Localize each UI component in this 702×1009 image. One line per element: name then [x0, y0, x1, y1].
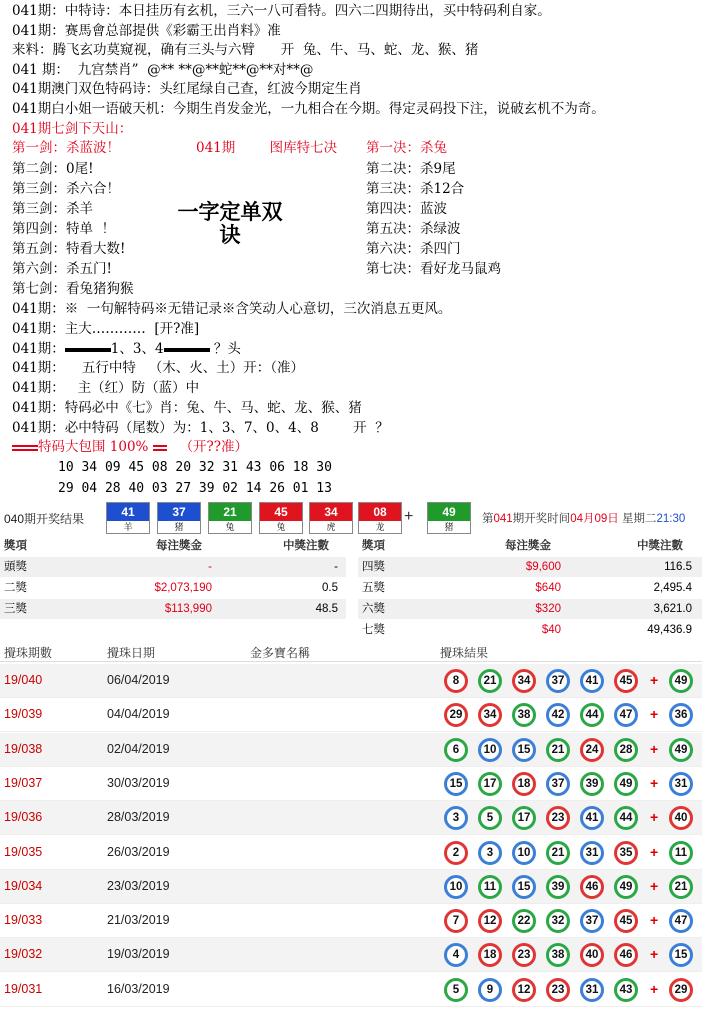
result-ball: 37 [546, 772, 570, 796]
result-ball: 15 [512, 875, 536, 899]
line-9-numbers: 1、3、4 [110, 341, 164, 357]
draw-result-bar [0, 500, 702, 536]
draw-ball-zodiac: 虎 [326, 522, 336, 532]
result-ball: 10 [512, 841, 536, 865]
result-ball: 17 [512, 806, 536, 830]
result-ball: 34 [478, 703, 502, 727]
draw-ball-zodiac: 龙 [375, 522, 385, 532]
draw-ball-zodiac: 羊 [123, 522, 133, 532]
prize-count: 116.5 [664, 561, 692, 573]
bao-label: 特码大包围 100% [38, 439, 149, 455]
plus-sign: + [650, 672, 659, 688]
sword-7: 第七剑：看兔猪狗猴 [12, 281, 134, 297]
plus-sign: + [650, 912, 659, 929]
draw-ball-number: 41 [107, 503, 149, 521]
plus-sign: + [650, 809, 659, 826]
result-ball: 46 [614, 943, 638, 967]
special-ball: 21 [669, 875, 693, 899]
sword-3: 第三剑：杀六合！ [12, 181, 120, 197]
prize-item: 五獎 [362, 582, 385, 594]
prize-table [0, 536, 702, 640]
result-ball: 29 [444, 703, 468, 727]
number-row-1: 10 34 09 45 08 20 32 31 43 06 18 30 [58, 460, 332, 475]
result-ball: 45 [614, 909, 638, 933]
info-date: 04月09日 [570, 513, 619, 525]
result-ball: 24 [580, 738, 604, 762]
table-row [0, 664, 702, 698]
draw-ball-4 [259, 502, 303, 534]
table-row [0, 733, 702, 767]
results-header [0, 640, 702, 662]
draw-ball-number: 34 [310, 503, 352, 521]
bar-divider [65, 348, 111, 352]
draw-date: 06/04/2019 [107, 673, 170, 687]
draw-ball-5 [309, 502, 353, 534]
header-amount: 每注獎金 [156, 540, 202, 552]
line-3: 来料：腾飞玄功莫窥视，确有三头与六臂 开 兔、牛、马、蛇、龙、猴、猪 [12, 42, 479, 58]
line-4: 041 期： 九宫禁肖” @** **@**蛇**@**对**@ [12, 62, 314, 78]
header-name: 金多寶名稱 [250, 646, 311, 660]
line-7: 041期：※ 一句解特码※无错记录※含笑动人心意切，三次消息五更风。 [12, 301, 452, 317]
special-ball: 11 [669, 841, 693, 865]
result-ball: 38 [512, 703, 536, 727]
prize-amount: $2,073,190 [154, 582, 212, 594]
draw-ball-number: 37 [158, 503, 200, 521]
draw-ball-zodiac: 兔 [276, 522, 286, 532]
draw-ball-zodiac: 猪 [444, 522, 454, 532]
draw-label: 040期开奖结果 [4, 512, 85, 526]
special-ball: 49 [669, 669, 693, 693]
special-ball: 15 [669, 943, 693, 967]
result-ball: 2 [444, 841, 468, 865]
header-draw-date: 攪珠日期 [107, 646, 156, 660]
result-ball: 40 [580, 943, 604, 967]
draw-id[interactable]: 19/038 [4, 741, 43, 756]
info-time: 21:30 [656, 513, 686, 525]
line-12: 041期：特码必中《七》肖：兔、牛、马、蛇、龙、猴、猪 [12, 400, 362, 416]
prize-count: 0.5 [322, 582, 338, 594]
prize-count: 3,621.0 [653, 603, 692, 615]
draw-date: 04/04/2019 [107, 707, 170, 722]
plus-sign: + [650, 843, 659, 860]
plus-sign: + [650, 706, 659, 723]
plus-sign: + [404, 508, 414, 525]
decision-6: 第六决：杀四门 [366, 241, 461, 257]
prize-row [358, 557, 702, 577]
result-ball: 37 [546, 669, 570, 693]
draw-date: 21/03/2019 [107, 913, 170, 928]
plus-sign: + [650, 877, 659, 894]
mid-label: 041期 图库特七决 [196, 140, 338, 156]
table-row [0, 904, 702, 938]
prize-amount: $9,600 [525, 561, 561, 573]
next-draw-info [482, 510, 685, 526]
plus-sign: + [650, 774, 659, 791]
big-text: 一字定单双诀 [177, 199, 283, 247]
prize-count: 48.5 [315, 603, 338, 615]
draw-id[interactable]: 19/031 [4, 981, 43, 996]
draw-id[interactable]: 19/032 [4, 947, 43, 962]
result-ball: 3 [478, 841, 502, 865]
result-ball: 47 [614, 703, 638, 727]
special-ball: 49 [669, 738, 693, 762]
result-ball: 42 [546, 703, 570, 727]
result-ball: 39 [580, 772, 604, 796]
result-ball: 23 [546, 806, 570, 830]
sword-6: 第六剑：杀五门! [12, 261, 112, 277]
result-ball: 44 [614, 806, 638, 830]
header-count-right: 中獎注數 [637, 540, 683, 552]
seven-swords-title: 041期七剑下天山： [12, 121, 133, 137]
prize-count: 49,436.9 [647, 624, 692, 636]
bao-line [12, 438, 248, 456]
draw-date: 23/03/2019 [107, 878, 170, 893]
draw-id[interactable]: 19/034 [4, 878, 43, 893]
result-ball: 39 [546, 875, 570, 899]
special-ball: 29 [669, 978, 693, 1002]
result-ball: 23 [512, 943, 536, 967]
sword-3b: 第三剑：杀羊 [12, 201, 93, 217]
header-item-right: 獎項 [362, 540, 385, 552]
draw-ball-number: 21 [209, 503, 251, 521]
draw-ball-number: 45 [260, 503, 302, 521]
prize-amount: $640 [535, 582, 561, 594]
decision-5: 第五决：杀绿波 [366, 221, 461, 237]
draw-ball-6 [358, 502, 402, 534]
prize-row [358, 620, 702, 640]
header-result: 攪珠結果 [440, 646, 489, 660]
draw-date: 26/03/2019 [107, 844, 170, 859]
result-ball: 11 [478, 875, 502, 899]
draw-id[interactable]: 19/033 [4, 913, 43, 928]
result-ball: 21 [546, 841, 570, 865]
result-ball: 49 [614, 772, 638, 796]
result-ball: 5 [478, 806, 502, 830]
draw-date: 19/03/2019 [107, 947, 170, 962]
results-table [0, 640, 702, 1009]
draw-ball-1 [106, 502, 150, 534]
bar-divider [164, 348, 210, 352]
prize-item: 三獎 [4, 603, 27, 615]
line-5: 041期澳门双色特码诗：头红尾绿自己查，红波今期定生肖 [12, 81, 362, 97]
table-row [0, 938, 702, 972]
result-ball: 45 [614, 669, 638, 693]
prize-item: 四獎 [362, 561, 385, 573]
result-ball: 21 [546, 738, 570, 762]
prize-item: 六獎 [362, 603, 385, 615]
result-ball: 32 [546, 909, 570, 933]
draw-ball-3 [208, 502, 252, 534]
prize-count: 2,495.4 [653, 582, 692, 594]
decision-7: 第七决：看好龙马鼠鸡 [366, 261, 501, 277]
draw-ball-zodiac: 猪 [174, 522, 184, 532]
prize-row [0, 599, 346, 619]
line-2: 041期：赛馬會总部提供《彩霸王出肖料》准 [12, 23, 281, 39]
sword-1: 第一剑：杀蓝波！ [12, 140, 120, 156]
draw-id[interactable]: 19/037 [4, 775, 43, 790]
result-ball: 15 [512, 738, 536, 762]
draw-ball-zodiac: 兔 [225, 522, 235, 532]
result-ball: 44 [580, 703, 604, 727]
decision-2: 第二决：杀9尾 [366, 161, 456, 177]
result-ball: 22 [512, 909, 536, 933]
prize-count: - [334, 561, 338, 573]
result-ball: 6 [444, 738, 468, 762]
draw-id[interactable]: 19/035 [4, 844, 43, 859]
prize-amount: - [208, 561, 212, 573]
draw-date: 30/03/2019 [107, 775, 170, 790]
result-ball: 21 [478, 669, 502, 693]
result-ball: 37 [580, 909, 604, 933]
draw-ball-number: 49 [428, 503, 470, 521]
result-ball: 10 [478, 738, 502, 762]
prize-item: 二獎 [4, 582, 27, 594]
bao-tail: （开??准） [179, 439, 249, 455]
draw-ball-number: 08 [359, 503, 401, 521]
result-ball: 46 [580, 875, 604, 899]
result-ball: 12 [512, 978, 536, 1002]
result-ball: 18 [478, 943, 502, 967]
table-row [0, 767, 702, 801]
table-row [0, 870, 702, 904]
draw-date: 28/03/2019 [107, 810, 170, 825]
plus-sign: + [650, 740, 659, 757]
line-9-suffix: ？头 [209, 341, 241, 357]
special-ball: 40 [669, 806, 693, 830]
decision-4: 第四决：蓝波 [366, 201, 447, 217]
draw-id[interactable]: 19/039 [4, 707, 43, 722]
special-ball: 31 [669, 772, 693, 796]
table-row [0, 698, 702, 732]
result-ball: 8 [444, 669, 468, 693]
result-ball: 10 [444, 875, 468, 899]
prize-amount: $40 [541, 624, 561, 636]
info-pre: 第 [482, 513, 494, 525]
table-row [0, 801, 702, 835]
prize-row [0, 578, 346, 598]
header-draw-id: 攪珠期數 [4, 646, 53, 660]
result-ball: 9 [478, 978, 502, 1002]
result-ball: 31 [580, 841, 604, 865]
result-ball: 17 [478, 772, 502, 796]
result-ball: 3 [444, 806, 468, 830]
sword-4: 第四剑：特单 ！ [12, 221, 116, 237]
result-ball: 38 [546, 943, 570, 967]
prize-item: 頭獎 [4, 561, 27, 573]
line-8: 041期：主大………… [开?准] [12, 321, 200, 337]
result-ball: 23 [546, 978, 570, 1002]
result-ball: 15 [444, 772, 468, 796]
header-count: 中獎注數 [283, 540, 329, 552]
prize-amount: $113,990 [164, 603, 212, 615]
plus-sign: + [650, 980, 659, 997]
info-week: 星期二 [618, 513, 657, 525]
result-ball: 41 [580, 669, 604, 693]
line-13: 041期：必中特码（尾数）为：1、3、7、0、4、8 开 ？ [12, 420, 389, 436]
result-ball: 35 [614, 841, 638, 865]
info-num: 041 [493, 513, 513, 525]
decision-3: 第三决：杀12合 [366, 181, 465, 197]
draw-date: 02/04/2019 [107, 741, 170, 756]
sword-2: 第二剑：0尾! [12, 161, 94, 177]
number-row-2: 29 04 28 40 03 27 39 02 14 26 01 13 [58, 481, 332, 496]
info-mid: 期开奖时间 [512, 513, 571, 525]
prize-item: 七獎 [362, 624, 385, 636]
result-ball: 41 [580, 806, 604, 830]
result-ball: 7 [444, 909, 468, 933]
line-6: 041期白小姐一语破天机：今期生肖发金光，一九相合在今期。得定灵码投下注，说破玄机不为奇。 [12, 101, 605, 117]
prize-amount: $320 [535, 603, 561, 615]
prize-row [358, 599, 702, 619]
special-ball: 36 [669, 703, 693, 727]
sword-5: 第五剑：特看大数! [12, 241, 126, 257]
line-10: 041期： 五行中特 （木、火、土）开：（准） [12, 360, 305, 376]
prize-row [0, 557, 346, 577]
header-item: 獎項 [4, 540, 27, 552]
draw-id[interactable]: 19/040 [4, 673, 43, 687]
table-row [0, 973, 702, 1007]
result-ball: 4 [444, 943, 468, 967]
result-ball: 43 [614, 978, 638, 1002]
special-ball: 47 [669, 909, 693, 933]
draw-ball-2 [157, 502, 201, 534]
draw-date: 16/03/2019 [107, 981, 170, 996]
table-row [0, 836, 702, 870]
forecast-section [0, 0, 702, 500]
decision-1: 第一决：杀兔 [366, 140, 447, 156]
header-amount-right: 每注獎金 [505, 540, 551, 552]
line-9 [12, 340, 241, 358]
result-ball: 12 [478, 909, 502, 933]
result-ball: 18 [512, 772, 536, 796]
red-bar-divider [12, 445, 38, 451]
draw-id[interactable]: 19/036 [4, 810, 43, 825]
result-ball: 34 [512, 669, 536, 693]
red-bar-divider [153, 445, 167, 451]
result-ball: 49 [614, 875, 638, 899]
line-9-prefix: 041期： [12, 341, 65, 357]
plus-sign: + [650, 946, 659, 963]
result-ball: 5 [444, 978, 468, 1002]
result-ball: 31 [580, 978, 604, 1002]
result-ball: 28 [614, 738, 638, 762]
draw-ball-special [427, 502, 471, 534]
prize-row [358, 578, 702, 598]
prize-header [0, 536, 702, 556]
line-11: 041期： 主（红）防（蓝）中 [12, 380, 200, 396]
line-1: 041期：中特诗：本日挂历有玄机，三六一八可看特。四六二四期待出，买中特码利自家。 [12, 3, 551, 19]
